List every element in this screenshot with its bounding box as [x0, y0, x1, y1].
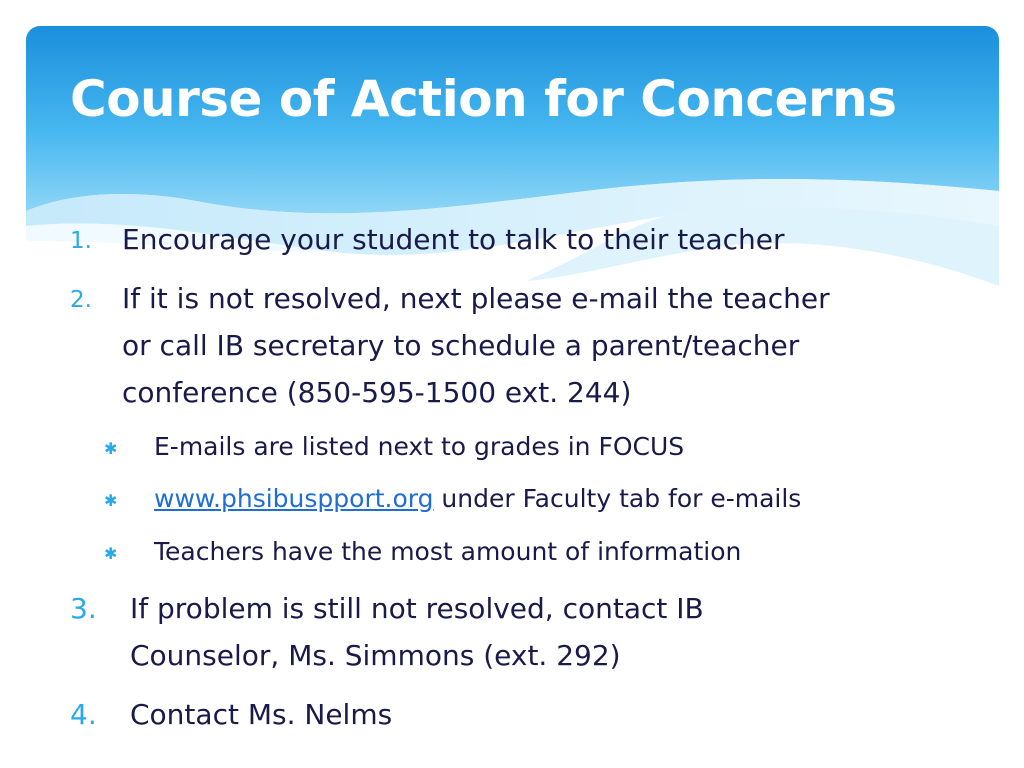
list-item-text-line: or call IB secretary to schedule a parent/teacher	[122, 329, 800, 362]
slide-title: Course of Action for Concerns	[70, 70, 897, 128]
list-item-text-line: conference (850-595-1500 ext. 244)	[122, 376, 632, 409]
sub-item-text-rest: under Faculty tab for e-mails	[433, 484, 802, 513]
list-number: 1.	[70, 228, 92, 254]
list-item-text: Encourage your student to talk to their teacher	[122, 223, 785, 256]
asterisk-icon: ✱	[104, 439, 118, 458]
list-number: 2.	[70, 287, 92, 313]
sub-item-text	[154, 476, 801, 522]
list-number: 4.	[70, 698, 97, 731]
list-number: 3.	[70, 592, 97, 625]
sub-item-text: E-mails are listed next to grades in FOCUS	[154, 432, 685, 461]
sub-item-text: Teachers have the most amount of information	[154, 537, 742, 566]
asterisk-icon: ✱	[104, 491, 118, 510]
list-item-text-line: If problem is still not resolved, contact IB	[130, 592, 704, 625]
support-site-link[interactable]: www.phsibuspport.org	[154, 484, 434, 513]
list-item-text-line: Counselor, Ms. Simmons (ext. 292)	[130, 639, 621, 672]
list-item-text-line: If it is not resolved, next please e-mail the teacher	[122, 282, 830, 315]
asterisk-icon: ✱	[104, 544, 118, 563]
list-item-text: Contact Ms. Nelms	[130, 698, 393, 731]
